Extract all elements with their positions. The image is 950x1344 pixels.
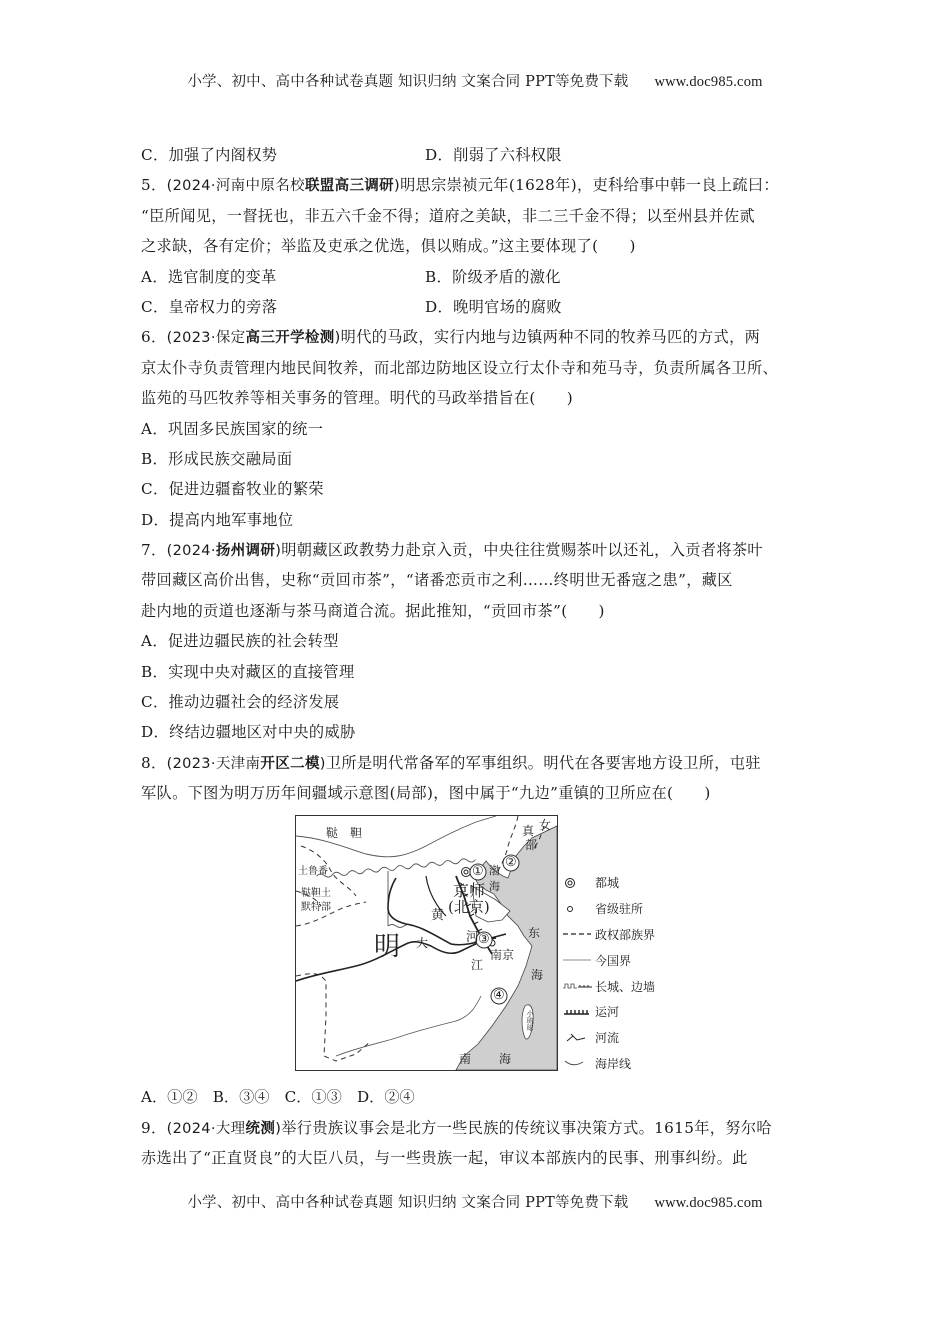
q5-number: 5． [141,176,167,195]
q6-option-d: D．提高内地军事地位 [141,510,294,529]
q5-options-ab [141,262,827,292]
map-label-nan: 南 [459,1052,472,1066]
legend-capital: 都城 [563,870,693,896]
q8-source: (2023·天津南开区二模) [166,755,326,772]
q9-block [141,1113,827,1174]
q5-stem-line-1: 5．(2024·河南中原名校联盟高三调研)明思宗崇祯元年(1628年)，吏科给事中韩一良上疏曰： [141,176,779,195]
map-label-nanhai-hai: 海 [499,1052,512,1066]
q6-option-b: B．形成民族交融局面 [141,449,293,468]
canal-icon [563,1007,593,1017]
map-marker-1: ① [472,864,484,879]
q8-options: A．①② B．③④ C．①③ D．②④ [141,1088,415,1106]
q5-stem-line-2: “臣所闻见，一督抚也，非五六千金不得；道府之美缺，非二三千金不得；以至州县并佐贰 [141,206,756,225]
q7-option-d: D．终结边疆地区对中央的威胁 [141,723,356,742]
map-label-xiaoliuqiu: 小琉球 [526,1010,534,1031]
q6-source: (2023·保定高三开学检测) [166,330,341,347]
q5-options-cd [141,292,827,322]
legend-modern-border: 今国界 [563,947,693,973]
map-label-jingshi: 京师 [453,881,486,900]
footer-banner [0,1191,950,1212]
footer-banner-text: 小学、初中、高中各种试卷真题 知识归纳 文案合同 PPT等免费下载 [187,1195,629,1211]
river-icon [563,1032,593,1044]
q9-stem-line-2: 赤选出了“正直贤良”的大臣八员，与一些贵族一起，审议本部族内的民事、刑事纠纷。此 [141,1149,748,1168]
solid-border-icon [563,956,593,964]
map-label-dong: 东 [528,926,541,940]
q8-number: 8． [141,753,167,772]
q8-stem-line-1: 8．(2023·天津南开区二模)卫所是明代常备军的军事组织。明代在各要害地方设卫所，屯驻 [141,753,761,772]
map-label-bohai-hai: 海 [489,880,500,893]
q7-stem-line-2: 带回藏区高价出售，史称“贡回市茶”，“诸番恋贡市之利……终明世无番寇之患”，藏区 [141,571,733,590]
q4-option-c: C．加强了内阁权势 [141,146,278,164]
map-label-beijing: (北京) [448,898,490,916]
map-label-tumote-2: 默特部 [301,902,331,913]
map-legend [563,870,693,1076]
map-label-huang: 黄 [431,908,445,923]
legend-coastline: 海岸线 [563,1051,693,1077]
q6-stem-line-1: 6．(2023·保定高三开学检测)明代的马政，实行内地与边镇两种不同的牧养马匹的方式，两 [141,328,761,347]
q5-source: (2024·河南中原名校联盟高三调研) [166,178,401,195]
map-label-nanjing: 南京 [490,948,515,962]
q7-source: (2024·扬州调研) [166,543,282,560]
map-label-nuzhen-nu: 女 [539,818,552,832]
q5-option-b: B．阶级矛盾的激化 [425,267,561,286]
q4-option-d: D．削弱了六科权限 [425,146,562,164]
q4-options-cd [141,140,827,170]
question-content [141,140,827,809]
q9-number: 9． [141,1119,167,1137]
footer-banner-url[interactable]: www.doc985.com [654,1195,763,1211]
map-label-donghai-hai: 海 [531,968,544,982]
q7-stem-line-1: 7．(2024·扬州调研)明朝藏区政教势力赴京入贡，中央往往赏赐茶叶以还礼，入贡者将茶叶 [141,541,763,560]
map-label-dada: 鞑 靼 [326,826,363,840]
legend-regime-border: 政权部族界 [563,922,693,948]
q5-option-c: C．皇帝权力的旁落 [141,297,278,316]
legend-river: 河流 [563,1025,693,1051]
map-label-tulufan: 土鲁番 [298,866,328,877]
q6-stem-line-2: 京太仆寺负责管理内地民间牧养，而北部边防地区设立行太仆寺和苑马寺，负责所属各卫所、 [141,358,779,377]
q6-option-c: C．促进边疆畜牧业的繁荣 [141,480,324,499]
q5-option-d: D．晚明官场的腐败 [425,297,562,316]
q6-stem-line-3: 监苑的马匹牧养等相关事务的管理。明代的马政举措旨在( ) [141,389,574,408]
map-label-ming: 明 [374,932,401,962]
capital-symbol-icon [563,876,593,890]
header-banner-url[interactable]: www.doc985.com [654,74,763,90]
header-banner [0,70,950,91]
legend-great-wall: 长城、边墙 [563,973,693,999]
map-marker-2: ② [505,855,517,870]
q7-option-c: C．推动边疆社会的经济发展 [141,693,340,712]
map-label-he: 河 [466,930,480,945]
map-frame [295,815,558,1071]
map-marker-4: ④ [493,988,505,1003]
header-banner-text: 小学、初中、高中各种试卷真题 知识归纳 文案合同 PPT等免费下载 [187,74,629,90]
map-label-jiang: 江 [471,958,484,972]
map-label-nuzhen-bu: 部 [525,838,538,852]
provincial-seat-icon [563,902,593,916]
coastline-icon [563,1057,593,1069]
q8-stem-line-2: 军队。下图为明万历年间疆域示意图(局部)，图中属于“九边”重镇的卫所应在( ) [141,784,711,803]
map-label-tumote-1: 鞑靼土 [301,888,331,899]
q5-option-a: A．选官制度的变革 [141,267,277,286]
q7-option-b: B．实现中央对藏区的直接管理 [141,662,355,681]
q6-number: 6． [141,328,167,347]
legend-provincial-seat: 省级驻所 [563,896,693,922]
great-wall-icon [563,981,593,991]
legend-canal: 运河 [563,999,693,1025]
q7-option-a: A．促进边疆民族的社会转型 [141,632,339,651]
map-marker-3: ③ [478,932,490,947]
q6-option-a: A．巩固多民族国家的统一 [141,419,324,438]
dashed-border-icon [563,930,593,938]
q9-stem-line-1: 9．(2024·大理统测)举行贵族议事会是北方一些民族的传统议事决策方式。1615年，努尔哈 [141,1119,772,1137]
q7-number: 7． [141,541,167,560]
map-label-nuzhen-zhen: 真 [522,824,535,838]
q7-stem-line-3: 赴内地的贡道也逐渐与茶马商道合流。据此推知，“贡回市茶”( ) [141,601,605,620]
map-label-da: 大 [416,936,429,950]
map-label-bo: 渤 [489,864,500,877]
q5-stem-line-3: 之求缺，各有定价；举监及吏承之优选，俱以贿成。”这主要体现了( ) [141,237,636,256]
q9-source: (2024·大理统测) [166,1121,282,1137]
ming-territory-map [295,815,695,1071]
